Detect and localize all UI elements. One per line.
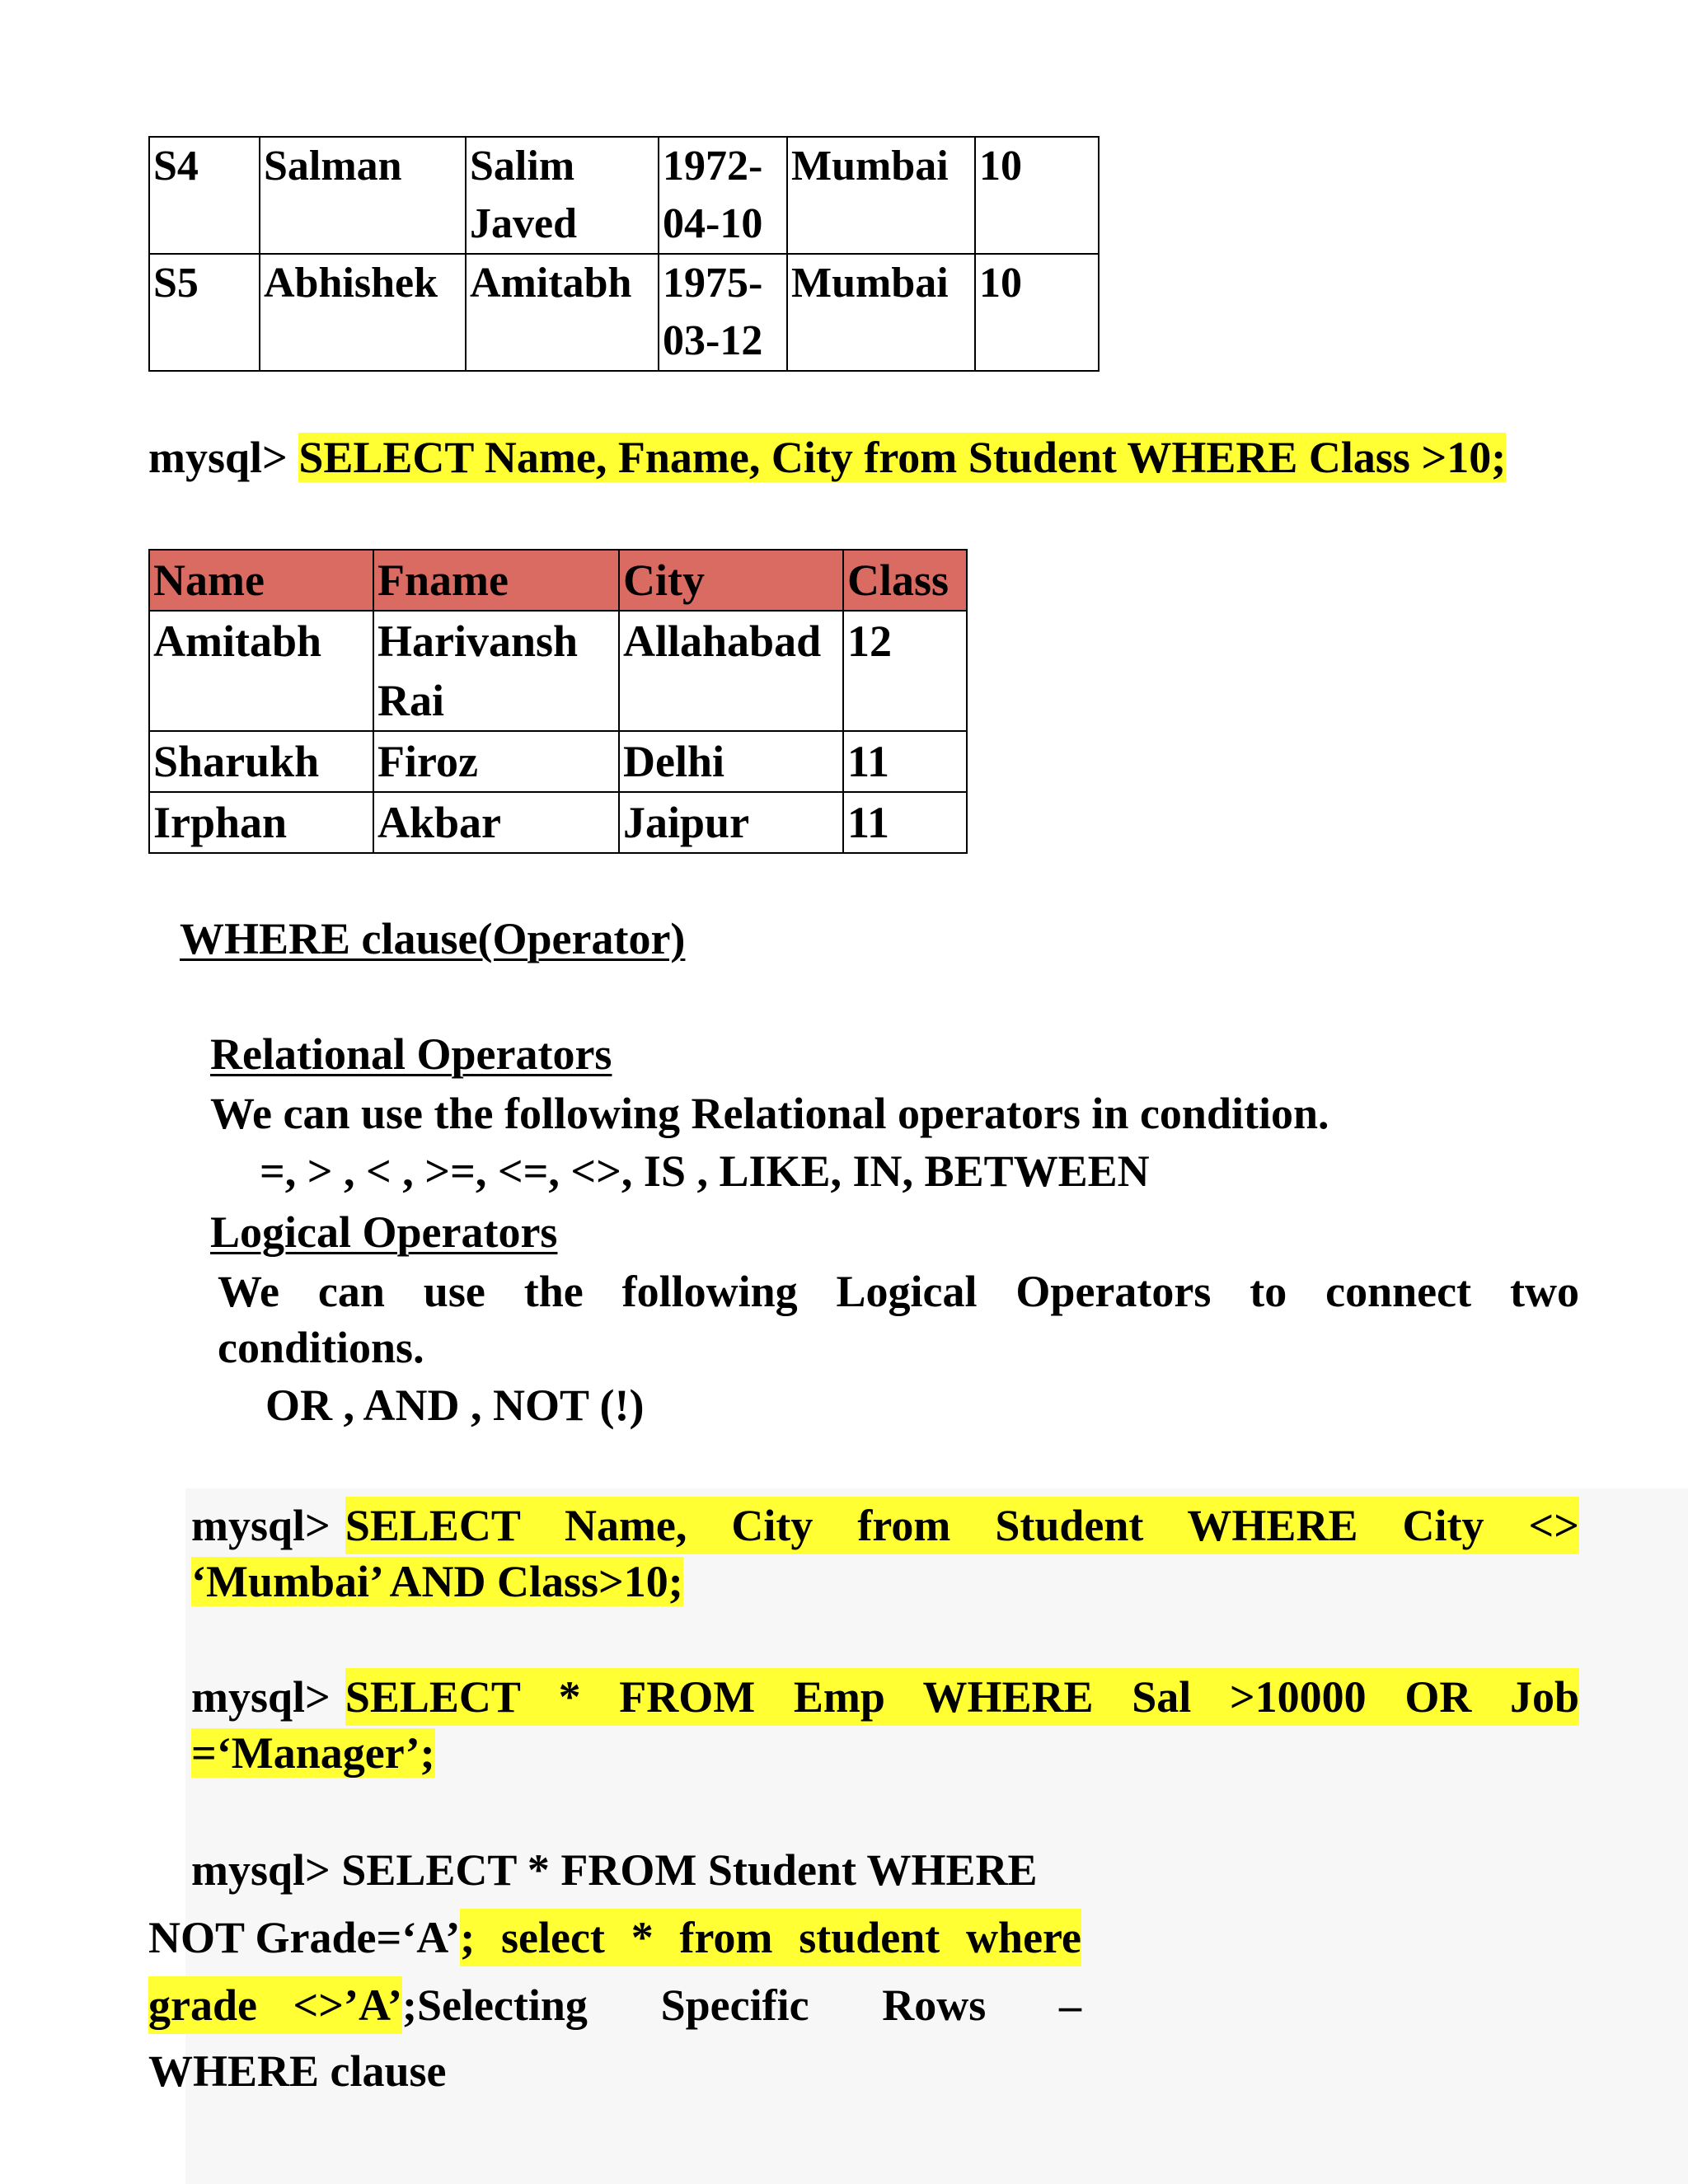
table-cell: Jaipur	[619, 792, 843, 853]
query1	[148, 429, 1506, 486]
query2-sql-line1: SELECT Name, City from Student WHERE City <>	[345, 1497, 1579, 1554]
query3-sql-line1: SELECT * FROM Emp WHERE Sal >10000 OR Job	[345, 1668, 1579, 1726]
table-cell: Abhishek	[260, 254, 466, 371]
table-cell: Firoz	[373, 731, 619, 792]
result-table	[148, 549, 968, 854]
table-cell: Delhi	[619, 731, 843, 792]
table-cell: 10	[975, 137, 1099, 254]
query4-line1: mysql> SELECT * FROM Student WHERE	[191, 1845, 1038, 1895]
table-cell: Mumbai	[787, 254, 975, 371]
query4-line3: grade <>’A’ ;Selecting Specific Rows –	[148, 1976, 1081, 2034]
student-table-partial	[148, 136, 1100, 372]
query2-line2: ‘Mumbai’ AND Class>10;	[191, 1557, 683, 1606]
table-cell: Harivansh Rai	[373, 611, 619, 731]
table-cell: Allahabad	[619, 611, 843, 731]
table-row	[149, 611, 967, 731]
relational-desc: We can use the following Relational operators in condition.	[210, 1089, 1329, 1138]
table-row	[149, 792, 967, 853]
table-cell: 1975- 03-12	[659, 254, 787, 371]
table-cell: 1972- 04-10	[659, 137, 787, 254]
table-cell: 10	[975, 254, 1099, 371]
table-cell: 11	[843, 731, 967, 792]
table-header-row	[149, 550, 967, 611]
logical-desc-line2: conditions.	[218, 1323, 424, 1372]
table-cell: Amitabh	[466, 254, 659, 371]
table-cell: 12	[843, 611, 967, 731]
column-header: Class	[843, 550, 967, 611]
query4-line2: NOT Grade=‘A’ ; select * from student where	[148, 1909, 1081, 1966]
table-cell: Amitabh	[149, 611, 373, 731]
where-clause-heading: WHERE clause(Operator)	[180, 914, 686, 963]
column-header: Fname	[373, 550, 619, 611]
logical-heading: Logical Operators	[210, 1207, 558, 1257]
table-cell: Akbar	[373, 792, 619, 853]
column-header: City	[619, 550, 843, 611]
table-cell: Salman	[260, 137, 466, 254]
table-cell: Sharukh	[149, 731, 373, 792]
query3-line2: =‘Manager’;	[191, 1728, 435, 1778]
query1-prompt: mysql>	[148, 433, 288, 482]
table-cell: Mumbai	[787, 137, 975, 254]
table-cell: Irphan	[149, 792, 373, 853]
table-row	[149, 254, 1099, 371]
relational-heading: Relational Operators	[210, 1029, 612, 1079]
table-cell: Salim Javed	[466, 137, 659, 254]
table-row	[149, 731, 967, 792]
query1-sql: SELECT Name, Fname, City from Student WHERE Class >10;	[298, 433, 1507, 482]
query3-line1: mysql> SELECT * FROM Emp WHERE Sal >10000 OR Job	[191, 1668, 1579, 1726]
query4-line4: WHERE clause	[148, 2046, 447, 2096]
table-cell: 11	[843, 792, 967, 853]
logical-desc-line1: We can use the following Logical Operators to connect two	[218, 1267, 1579, 1316]
query2-line1: mysql> SELECT Name, City from Student WHERE City <>	[191, 1497, 1579, 1554]
table-cell: S4	[149, 137, 260, 254]
relational-ops: =, > , < , >=, <=, <>, IS , LIKE, IN, BETWEEN	[260, 1146, 1150, 1196]
table-row	[149, 137, 1099, 254]
column-header: Name	[149, 550, 373, 611]
logical-ops: OR , AND , NOT (!)	[265, 1380, 645, 1430]
table-cell: S5	[149, 254, 260, 371]
